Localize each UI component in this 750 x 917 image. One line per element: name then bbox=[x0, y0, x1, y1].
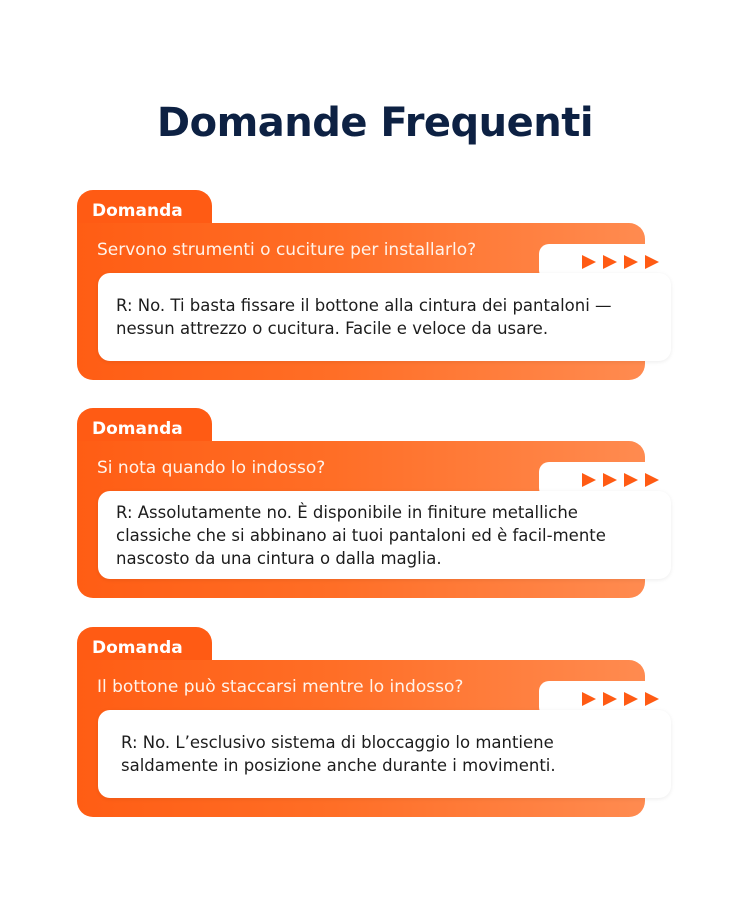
faq-card bbox=[77, 627, 677, 817]
triangle-arrow-icon bbox=[603, 255, 617, 269]
faq-card bbox=[77, 408, 677, 598]
triangle-arrow-icon bbox=[582, 473, 596, 487]
triangle-arrow-icon bbox=[603, 692, 617, 706]
faq-answer-box bbox=[98, 273, 671, 361]
faq-answer-box bbox=[98, 710, 671, 798]
faq-tab-label: Domanda bbox=[92, 638, 183, 658]
triangle-arrow-icon bbox=[645, 255, 659, 269]
faq-question: Si nota quando lo indosso? bbox=[97, 458, 326, 478]
triangle-arrow-icon bbox=[582, 692, 596, 706]
faq-tab-label: Domanda bbox=[92, 201, 183, 221]
faq-question: Servono strumenti o cuciture per installarlo? bbox=[97, 240, 477, 260]
triangle-arrow-icon bbox=[603, 473, 617, 487]
triangle-arrow-icon bbox=[624, 255, 638, 269]
faq-answer-box bbox=[98, 491, 671, 579]
triangle-arrow-icon bbox=[624, 692, 638, 706]
faq-answer: R: Assolutamente no. È disponibile in finiture metalliche classiche che si abbinano ai tuoi pantaloni ed è facil-mente nascosto da una cintura o dalla maglia. bbox=[116, 502, 606, 568]
faq-answer: R: No. Ti basta fissare il bottone alla cintura dei pantaloni — nessun attrezzo o cucitura. Facile e veloce da usare. bbox=[116, 296, 612, 338]
faq-card bbox=[77, 190, 677, 380]
faq-tab-label: Domanda bbox=[92, 419, 183, 439]
page-title: Domande Frequenti bbox=[156, 100, 594, 146]
faq-answer: R: No. L’esclusivo sistema di bloccaggio lo mantiene saldamente in posizione anche durante i movimenti. bbox=[121, 733, 556, 775]
triangle-arrow-icon bbox=[645, 473, 659, 487]
triangle-arrow-icon bbox=[624, 473, 638, 487]
triangle-arrow-icon bbox=[582, 255, 596, 269]
faq-question: Il bottone può staccarsi mentre lo indosso? bbox=[97, 677, 464, 697]
triangle-arrow-icon bbox=[645, 692, 659, 706]
